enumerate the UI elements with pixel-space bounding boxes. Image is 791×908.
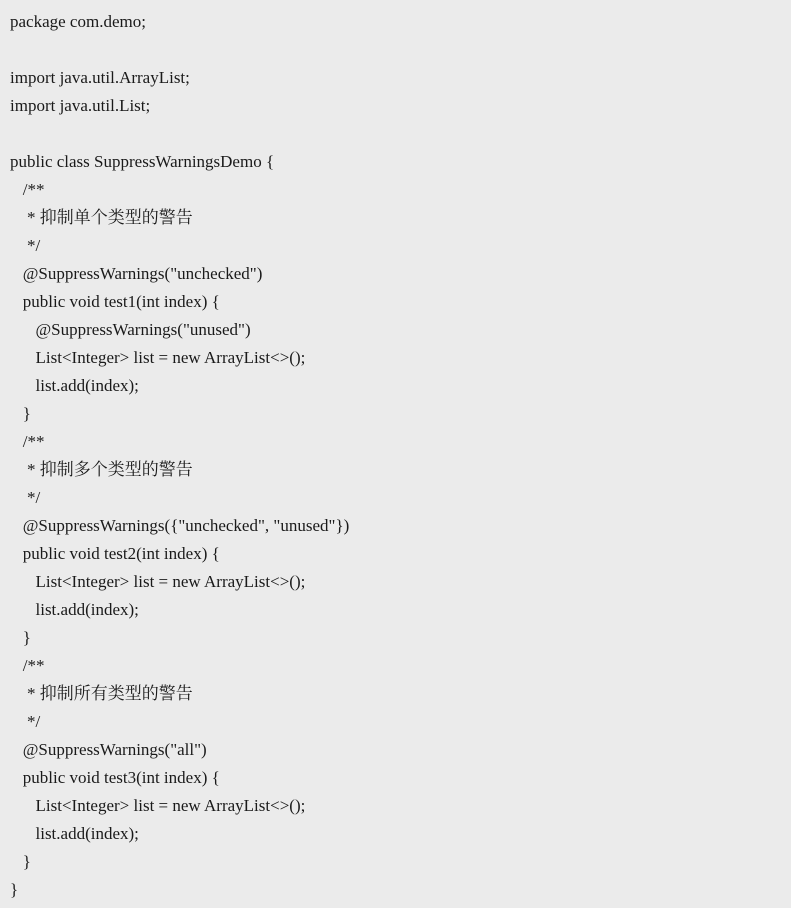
code-line: /** xyxy=(10,180,45,199)
code-line xyxy=(10,120,791,148)
code-line: @SuppressWarnings("unchecked") xyxy=(10,264,263,283)
code-line: public class SuppressWarningsDemo { xyxy=(10,152,275,171)
code-line xyxy=(10,36,791,64)
code-line: public void test1(int index) { xyxy=(10,292,220,311)
code-line: * 抑制单个类型的警告 xyxy=(10,208,193,227)
code-line: public void test2(int index) { xyxy=(10,544,220,563)
code-line: List<Integer> list = new ArrayList<>(); xyxy=(10,796,306,815)
code-line: public void test3(int index) { xyxy=(10,768,220,787)
code-line: } xyxy=(10,852,31,871)
code-line: import java.util.ArrayList; xyxy=(10,68,190,87)
code-line: */ xyxy=(10,712,41,731)
code-line: List<Integer> list = new ArrayList<>(); xyxy=(10,572,306,591)
code-line: package com.demo; xyxy=(10,12,146,31)
code-line: /** xyxy=(10,432,45,451)
code-line: } xyxy=(10,404,31,423)
code-line: @SuppressWarnings({"unchecked", "unused"}) xyxy=(10,516,350,535)
code-line: */ xyxy=(10,236,41,255)
code-line: /** xyxy=(10,656,45,675)
code-line: List<Integer> list = new ArrayList<>(); xyxy=(10,348,306,367)
code-line: * 抑制所有类型的警告 xyxy=(10,684,193,703)
code-line: list.add(index); xyxy=(10,600,139,619)
code-line: list.add(index); xyxy=(10,824,139,843)
code-line: * 抑制多个类型的警告 xyxy=(10,460,193,479)
code-line: */ xyxy=(10,488,41,507)
code-line: } xyxy=(10,880,19,899)
code-line: @SuppressWarnings("unused") xyxy=(10,320,251,339)
code-line: @SuppressWarnings("all") xyxy=(10,740,207,759)
code-line: } xyxy=(10,628,31,647)
code-line: import java.util.List; xyxy=(10,96,151,115)
code-line: list.add(index); xyxy=(10,376,139,395)
